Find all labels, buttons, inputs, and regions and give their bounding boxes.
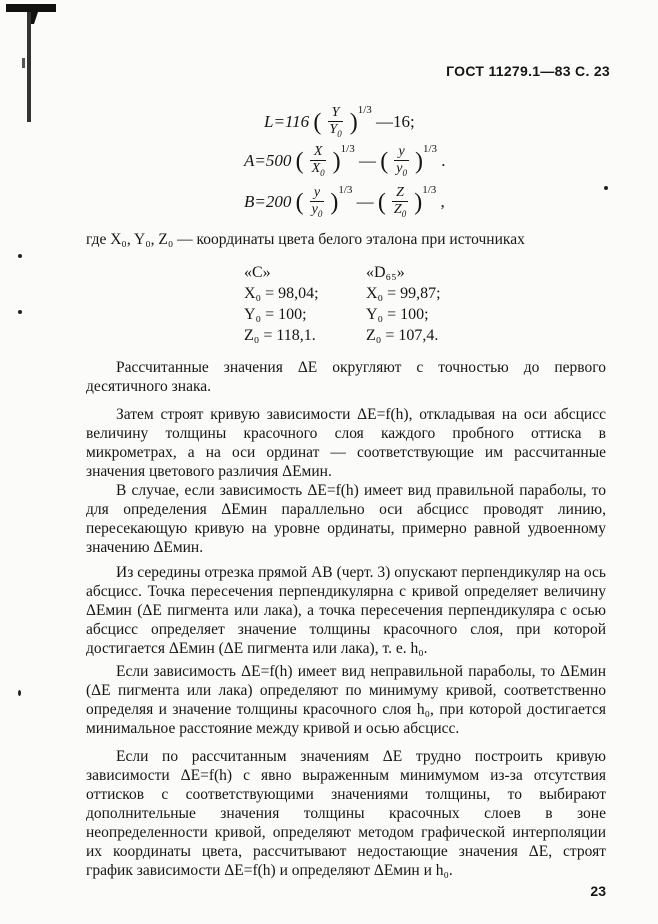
table-row — [244, 283, 441, 304]
numerator: y — [394, 144, 408, 161]
den-letter: X — [311, 160, 321, 176]
cell-d: Y₀ = 100; — [366, 306, 429, 323]
fraction — [392, 185, 408, 222]
scan-speck — [18, 690, 21, 696]
cell-c: Z₀ = 118,1. — [244, 327, 316, 344]
formula-tail: , — [440, 192, 445, 211]
paragraph: Рассчитанные значения ΔE округляют с точностью до первого десятичного знака. — [86, 359, 606, 395]
formula-lhs: L=116 — [264, 112, 310, 131]
column-header-d65: «D₆₅» — [366, 264, 405, 281]
exponent: 1/3 — [357, 104, 372, 116]
paragraph: Если по рассчитанным значениям ΔE трудно построить кривую зависимости ΔE=f(h) с явно выраженным минимумом из-за отсутствия оттисков с соответствующими значениями толщины, то выбирают дополнительные значения толщины красочных слоев в зоне неопределенности кривой, определяют методом графической интерполяции их координаты цвета, рассчитывают недостающие значения ΔE, строят график зависимости ΔE=f(h) и определяют ΔEмин и h₀. — [86, 748, 606, 879]
page-number: 23 — [590, 883, 606, 899]
den-sub: 0 — [337, 128, 342, 139]
paragraph: Затем строят кривую зависимости ΔE=f(h), откладывая на оси абсцисс величину толщины красочного слоя каждого пробного оттиска в микрометрах, а на оси ординат — соответствующие им рассчитанные значения цветового различия ΔEмин. — [86, 406, 606, 480]
paren-open: ( — [380, 148, 389, 175]
exponent: 1/3 — [340, 143, 355, 155]
paragraph: Из середины отрезка прямой AB (черт. 3) опускают перпендикуляр на ось абсцисс. Точка пересечения перпендикулярна с кривой определяет величину ΔEмин (ΔE пигмента или лака), а точка пересечения перпендикуляра с осью абсцисс определяет значение толщины красочного слоя, при которой достигается ΔEмин (ΔE пигмента или лака), т. е. h₀. — [86, 564, 606, 657]
exponent: 1/3 — [422, 143, 438, 155]
paragraph: В случае, если зависимость ΔE=f(h) имеет вид правильной параболы, то для определения ΔEмин параллельно оси абсцисс проводят линию, пересекающую кривую на уровне ординаты, примерно равной удвоенному значению ΔEмин. — [86, 482, 606, 556]
denominator — [394, 161, 408, 181]
scan-speck — [18, 254, 22, 258]
formula-a — [244, 143, 446, 180]
formula-tail: . — [441, 151, 446, 170]
formula-lhs: B=200 — [244, 192, 292, 211]
table-row — [244, 304, 441, 325]
scan-speck — [604, 186, 608, 190]
page-header: ГОСТ 11279.1—83 С. 23 — [446, 63, 610, 79]
formula-b — [244, 184, 445, 221]
numerator: Y — [328, 105, 344, 122]
den-letter: Z — [393, 201, 402, 217]
fraction — [328, 105, 344, 142]
fraction — [310, 144, 327, 181]
den-letter: Y — [329, 121, 338, 137]
exponent: 1/3 — [338, 184, 353, 196]
paren-close: ) — [330, 189, 339, 216]
den-sub: 0 — [402, 167, 407, 178]
paren-open: ( — [377, 189, 386, 216]
scan-speck — [18, 310, 22, 314]
table-row — [244, 325, 441, 346]
denominator — [310, 202, 324, 222]
paren-open: ( — [313, 109, 322, 136]
paren-close: ) — [414, 189, 423, 216]
formula-l — [264, 104, 415, 141]
formula-lhs: A=500 — [244, 151, 292, 170]
den-sub: 0 — [401, 208, 407, 219]
formula-tail: —16; — [376, 112, 415, 131]
cell-c: X₀ = 98,04; — [244, 285, 319, 302]
paren-open: ( — [295, 148, 304, 175]
where-line — [86, 230, 606, 249]
numerator: X — [310, 144, 327, 161]
paren-close: ) — [349, 109, 358, 136]
column-header-c: «C» — [244, 264, 271, 281]
fraction — [310, 185, 324, 222]
where-text: где X₀, Y₀, Z₀ — координаты цвета белого эталона при источниках — [86, 231, 525, 248]
binding-mark-graphic — [4, 0, 64, 140]
numerator: Z — [392, 185, 408, 202]
paren-close: ) — [332, 148, 341, 175]
den-letter: y — [311, 201, 318, 217]
table-header-row — [244, 262, 441, 283]
den-letter: y — [396, 160, 403, 176]
white-point-table — [244, 262, 441, 346]
cell-d: X₀ = 99,87; — [366, 285, 441, 302]
paragraph: Если зависимость ΔE=f(h) имеет вид неправильной параболы, то ΔEмин (ΔE пигмента или лака) определяют по минимуму кривой, соответственно определяя и значение толщины красочного слоя h₀, при которой достигается минимальное расстояние между кривой и осью абсцисс. — [86, 663, 606, 737]
paren-close: ) — [414, 148, 423, 175]
cell-d: Z₀ = 107,4. — [366, 327, 439, 344]
paren-open: ( — [295, 189, 304, 216]
denominator — [392, 202, 408, 222]
denominator — [328, 122, 344, 142]
minus-sign: — — [358, 151, 376, 170]
minus-sign: — — [356, 192, 374, 211]
den-sub: 0 — [320, 167, 325, 178]
fraction — [394, 144, 408, 181]
body-text — [86, 358, 606, 880]
den-sub: 0 — [317, 208, 323, 219]
numerator: y — [310, 185, 324, 202]
denominator — [310, 161, 327, 181]
exponent: 1/3 — [422, 184, 437, 196]
cell-c: Y₀ = 100; — [244, 306, 307, 323]
